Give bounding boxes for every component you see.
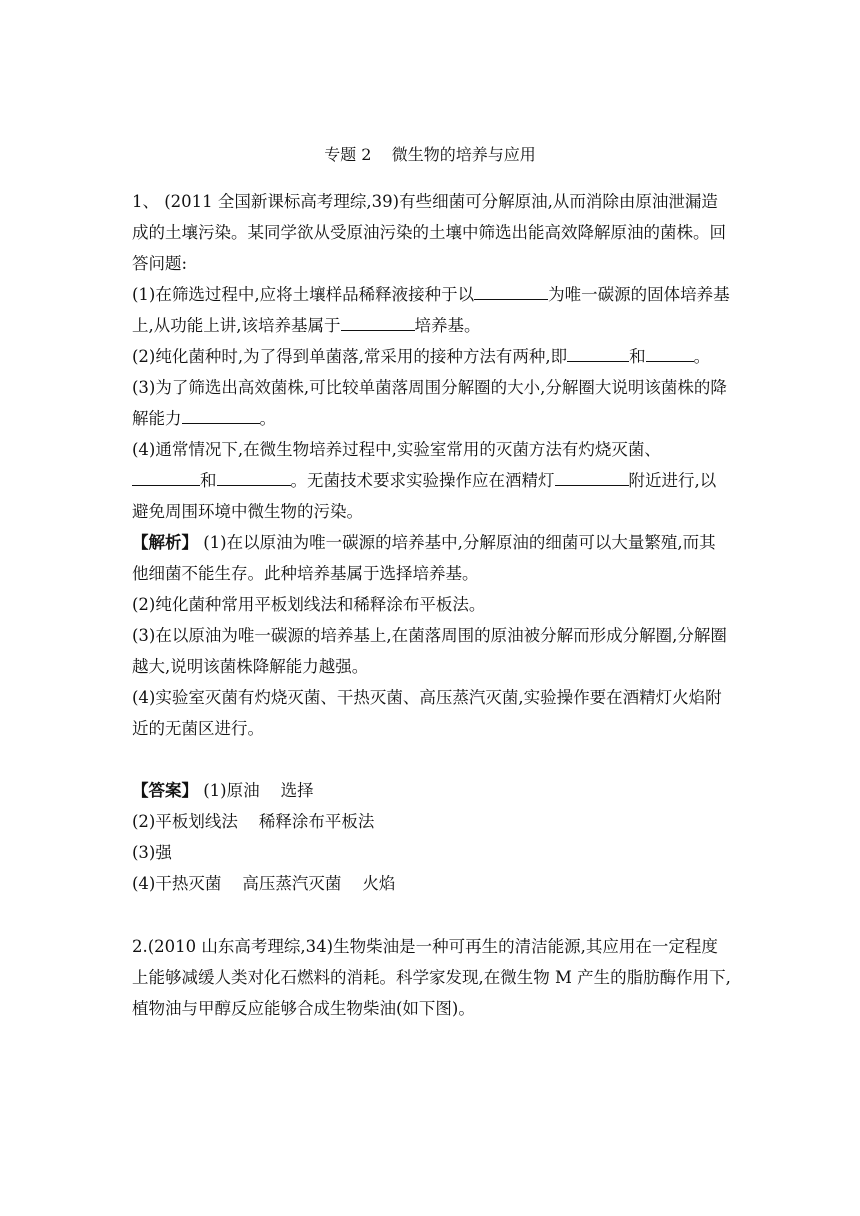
q1-p4-text-a: (4)通常情况下,在微生物培养过程中,实验室常用的灭菌方法有灼烧灭菌、 [132,440,661,459]
answer-blank[interactable] [217,467,291,486]
question-1-part-2 [132,341,732,372]
analysis-paragraph-1 [132,527,732,589]
question-1-part-4 [132,434,732,527]
answer-line-2: (2)平板划线法 稀释涂布平板法 [132,812,375,831]
q1-p2-text-b: 和 [629,347,646,366]
q1-p1-text-a: (1)在筛选过程中,应将土壤样品稀释液接种于以 [132,285,475,304]
section-gap [132,899,732,931]
q1-p4-text-b: 和 [200,471,217,490]
answer-text-1: (1)原油 选择 [198,781,314,800]
q1-p3-text-a: (3)为了筛选出高效菌株,可比较单菌落周围分解圈的大小,分解圈大说明该菌株的降解能力 [132,378,727,428]
q1-p2-text-a: (2)纯化菌种时,为了得到单菌落,常采用的接种方法有两种,即 [132,347,568,366]
analysis-label: 【解析】 [132,533,198,552]
question-2-stem: 2.(2010 山东高考理综,34)生物柴油是一种可再生的清洁能源,其应用在一定程度上能够减缓人类对化石燃料的消耗。科学家发现,在微生物 M 产生的脂肪酶作用下,植物油与甲醇反应能够合成生物柴油(如下图)。 [132,937,731,1018]
page-title: 专题 2 微生物的培养与应用 [324,145,536,164]
q1-p1-text-c: 培养基。 [414,316,481,335]
q1-p3-text-b: 。 [259,409,276,428]
q1-p4-text-d: 附近进行,以避免周围环境中微生物的污染。 [132,471,717,521]
answer-label: 【答案】 [132,781,198,800]
answer-blank[interactable] [132,467,200,486]
answer-blank[interactable] [474,281,548,300]
q1-p1-text-b: 为唯一碳源的固体培养基上,从功能上讲,该培养基属于 [132,285,730,335]
question-1-part-1 [132,279,732,341]
answer-blank[interactable] [567,343,629,362]
answer-line-4: (4)干热灭菌 高压蒸汽灭菌 火焰 [132,874,396,893]
document-body [132,186,732,1024]
answer-blank[interactable] [555,467,629,486]
answer-blank[interactable] [341,312,415,331]
analysis-paragraph-4: (4)实验室灭菌有灼烧灭菌、干热灭菌、高压蒸汽灭菌,实验操作要在酒精灯火焰附近的无菌区进行。 [132,688,722,738]
answer-blank[interactable] [646,343,694,362]
q1-p4-text-c: 。无菌技术要求实验操作应在酒精灯 [290,471,555,490]
question-1-part-3 [132,372,732,434]
q1-p2-text-c: 。 [693,347,711,366]
analysis-paragraph-3: (3)在以原油为唯一碳源的培养基上,在菌落周围的原油被分解而形成分解圈,分解圈越大,说明该菌株降解能力越强。 [132,626,727,676]
answer-line-1 [132,744,732,806]
question-1-stem: 1、 (2011 全国新课标高考理综,39)有些细菌可分解原油,从而消除由原油泄漏造成的土壤污染。某同学欲从受原油污染的土壤中筛选出能高效降解原油的菌株。回答问题: [132,192,726,273]
analysis-paragraph-2: (2)纯化菌种常用平板划线法和稀释涂布平板法。 [132,595,486,614]
answer-line-3: (3)强 [132,843,172,862]
answer-blank[interactable] [182,405,260,424]
analysis-text-1: (1)在以原油为唯一碳源的培养基中,分解原油的细菌可以大量繁殖,而其他细菌不能生存。此种培养基属于选择培养基。 [132,533,716,583]
